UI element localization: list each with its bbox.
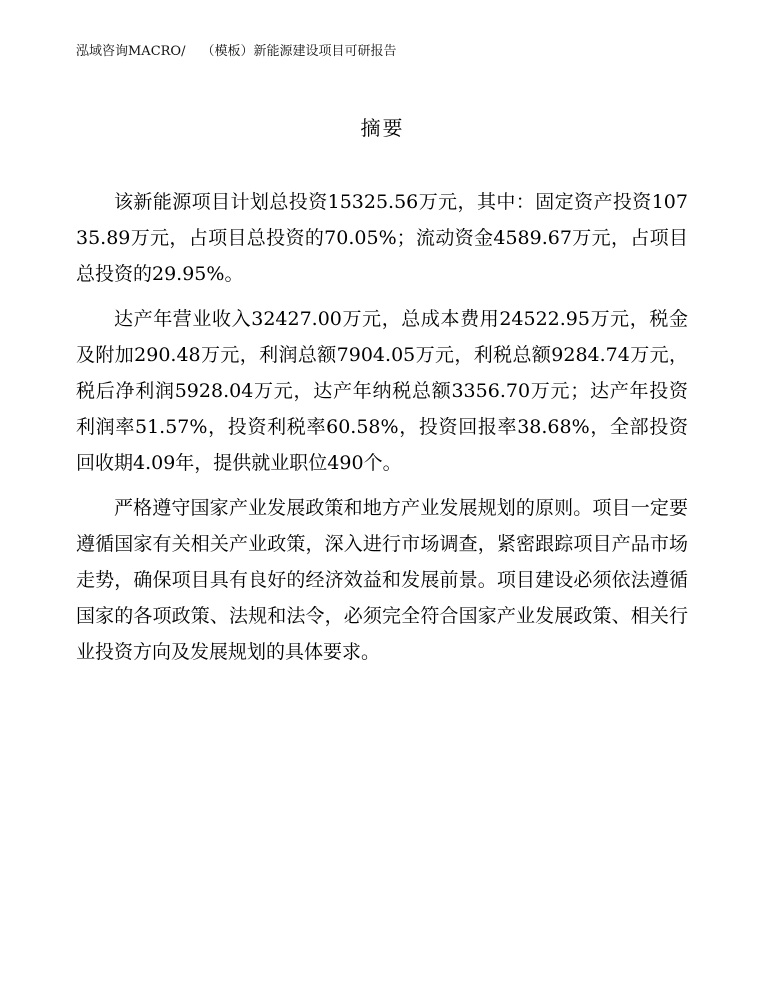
body-text xyxy=(76,184,688,679)
running-header xyxy=(76,43,397,61)
paragraph-financials: 达产年营业收入32427.00万元，总成本费用24522.95万元，税金及附加290.48万元，利润总额7904.05万元，利税总额9284.74万元，税后净利润5928.04万元，达产年纳税总额3356.70万元；达产年投资利润率51.57%，投资利税率60.58%，投资回报率38.68%，全部投资回收期4.09年，提供就业职位490个。 xyxy=(76,308,688,474)
header-doc-name: （模板）新能源建设项目可研报告 xyxy=(201,44,397,59)
page-title: 摘要 xyxy=(360,116,405,140)
paragraph-investment: 该新能源项目计划总投资15325.56万元，其中：固定资产投资10735.89万元，占项目总投资的70.05%；流动资金4589.67万元，占项目总投资的29.95%。 xyxy=(76,191,688,285)
header-publisher: 泓域咨询MACRO/ xyxy=(76,44,186,59)
paragraph-policy: 严格遵守国家产业发展政策和地方产业发展规划的原则。项目一定要遵循国家有关相关产业政策，深入进行市场调查，紧密跟踪项目产品市场走势，确保项目具有良好的经济效益和发展前景。项目建设必须依法遵循国家的各项政策、法规和法令，必须完全符合国家产业发展政策、相关行业投资方向及发展规划的具体要求。 xyxy=(76,497,688,663)
